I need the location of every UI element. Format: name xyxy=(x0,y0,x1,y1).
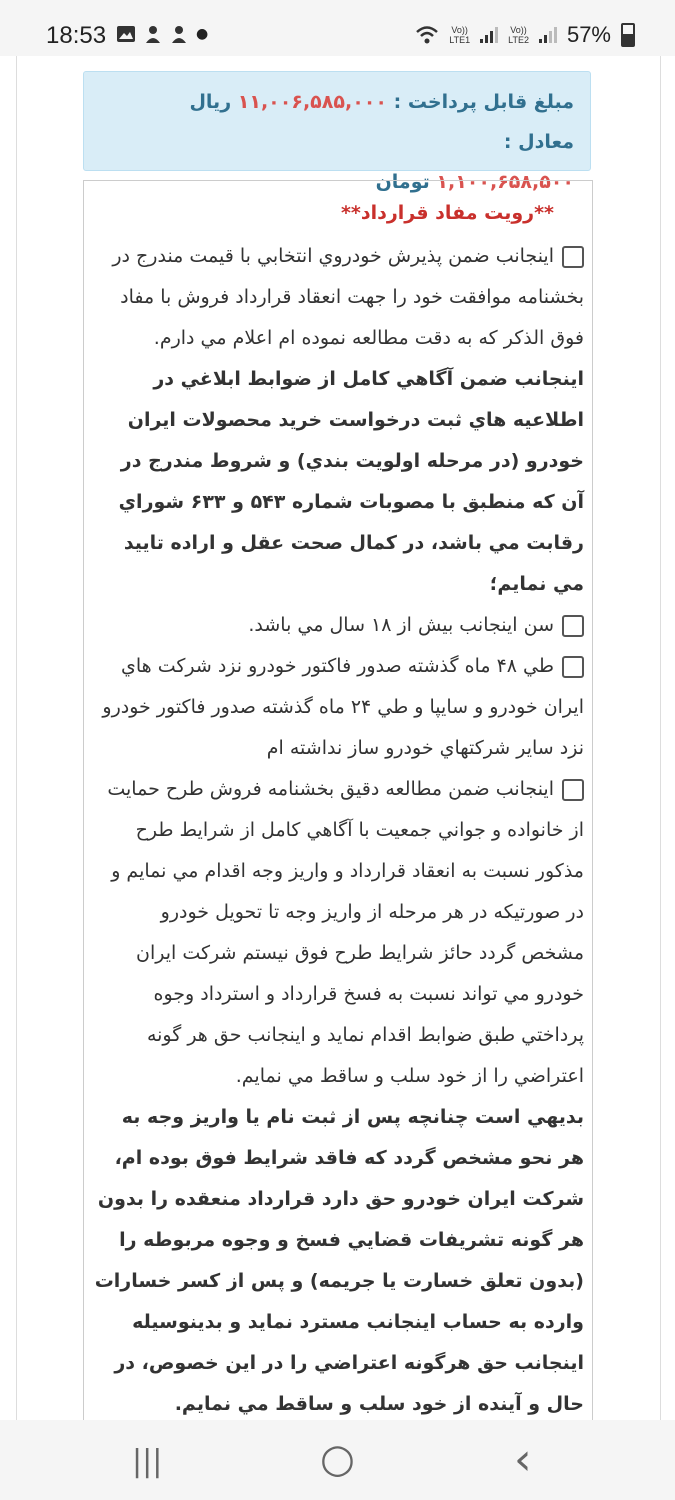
agreement-item xyxy=(92,236,584,359)
invoice-item xyxy=(92,646,584,769)
family-plan-item xyxy=(92,769,584,1097)
price-info-box xyxy=(83,71,591,193)
system-icons xyxy=(415,22,635,48)
dot-icon: ● xyxy=(196,26,209,42)
agreement-text: اينجانب ضمن پذيرش خودروي انتخابي با قيمت مندرج در بخشنامه موافقت خود را جهت انعقاد قرارداد فروش با مفاد فوق الذکر که به دقت مطالعه نموده ام اعلام مي دارم. xyxy=(112,245,584,349)
agree-checkbox[interactable] xyxy=(562,246,584,268)
rial-unit: ریال xyxy=(189,91,232,113)
age-checkbox[interactable] xyxy=(562,615,584,637)
back-button[interactable]: ‹ xyxy=(514,1434,532,1485)
price-label: مبلغ قابل پرداخت : xyxy=(393,91,574,113)
sim2-label: Vo)) LTE2 xyxy=(508,25,529,45)
navigation-bar xyxy=(0,1420,675,1500)
battery-icon xyxy=(621,23,635,47)
family-plan-checkbox[interactable] xyxy=(562,779,584,801)
toman-unit: تومان xyxy=(375,171,430,193)
status-bar xyxy=(0,0,675,56)
contract-title: **رويت مفاد قرارداد** xyxy=(340,202,554,224)
contract-terms-box xyxy=(83,180,593,1420)
age-item xyxy=(92,605,584,646)
age-text: سن اينجانب بيش از ۱۸ سال مي باشد. xyxy=(248,614,554,636)
person-icon xyxy=(144,24,162,44)
person-icon xyxy=(170,24,188,44)
signal-icon xyxy=(480,27,498,43)
clock: 18:53 xyxy=(46,22,107,49)
equivalent-label: معادل : xyxy=(503,131,574,153)
bold-statement-2: بديهي است چنانچه پس از ثبت نام يا واريز وجه به هر نحو مشخص گردد که فاقد شرايط فوق بوده ام، شرکت ايران خودرو حق دارد قرارداد منعقده را بدون هر گونه تشريفات قضايي فسخ و وجوه مربوطه را (بدون تعلق خسارت يا جريمه) و پس از کسر خسارات وارده به حساب اينجانب مسترد نمايد و بدينوسيله اينجانب حق هرگونه اعتراضي را در اين خصوص، در حال و آينده از خود سلب و ساقط مي نمايم. xyxy=(94,1106,584,1415)
sim1-label: Vo)) LTE1 xyxy=(449,25,471,45)
image-icon xyxy=(116,24,136,44)
family-plan-text: اينجانب ضمن مطالعه دقيق بخشنامه فروش طرح حمايت از خانواده و جواني جمعيت با آگاهي کامل از شرايط طرح مذکور نسبت به انعقاد قرارداد و واريز وجه اقدام مي نمايم و در صورتيکه در هر مرحله از واريز وجه تا تحويل خودرو مشخص گردد حائز شرايط طرح فوق نيستم شرکت ايران خودرو مي تواند نسبت به فسخ قرارداد و استرداد وجوه پرداختي طبق ضوابط اقدام نمايد و اينجانب حق هر گونه اعتراضي را از خود سلب و ساقط مي نمايم. xyxy=(107,778,584,1087)
battery-percent: 57% xyxy=(566,22,611,47)
wifi-icon xyxy=(415,25,439,45)
notification-icons xyxy=(116,24,208,44)
home-button[interactable]: ○ xyxy=(320,1436,355,1482)
web-page[interactable] xyxy=(16,56,661,1420)
toman-amount: ۱,۱۰۰,۶۵۸,۵۰۰ xyxy=(436,171,574,193)
invoice-checkbox[interactable] xyxy=(562,656,584,678)
recents-button[interactable]: ||| xyxy=(132,1444,163,1479)
signal-icon xyxy=(539,27,557,43)
rial-amount: ۱۱,۰۰۶,۵۸۵,۰۰۰ xyxy=(237,91,387,113)
bold-statement: اينجانب ضمن آگاهي کامل از ضوابط ابلاغي در اطلاعيه هاي ثبت درخواست خريد محصولات ايران خودرو (در مرحله اولويت بندي) و شروط مندرج در آن که منطبق با مصوبات شماره ۵۴۳ و ۶۳۳ شوراي رقابت مي باشد، در کمال صحت عقل و اراده تاييد مي نمايم؛ xyxy=(118,368,584,595)
invoice-text: طي ۴۸ ماه گذشته صدور فاکتور خودرو نزد شرکت هاي ايران خودرو و سايپا و طي ۲۴ ماه گذشته صدور فاکتور خودرو نزد ساير شرکتهاي خودرو ساز نداشته ام xyxy=(102,655,584,759)
